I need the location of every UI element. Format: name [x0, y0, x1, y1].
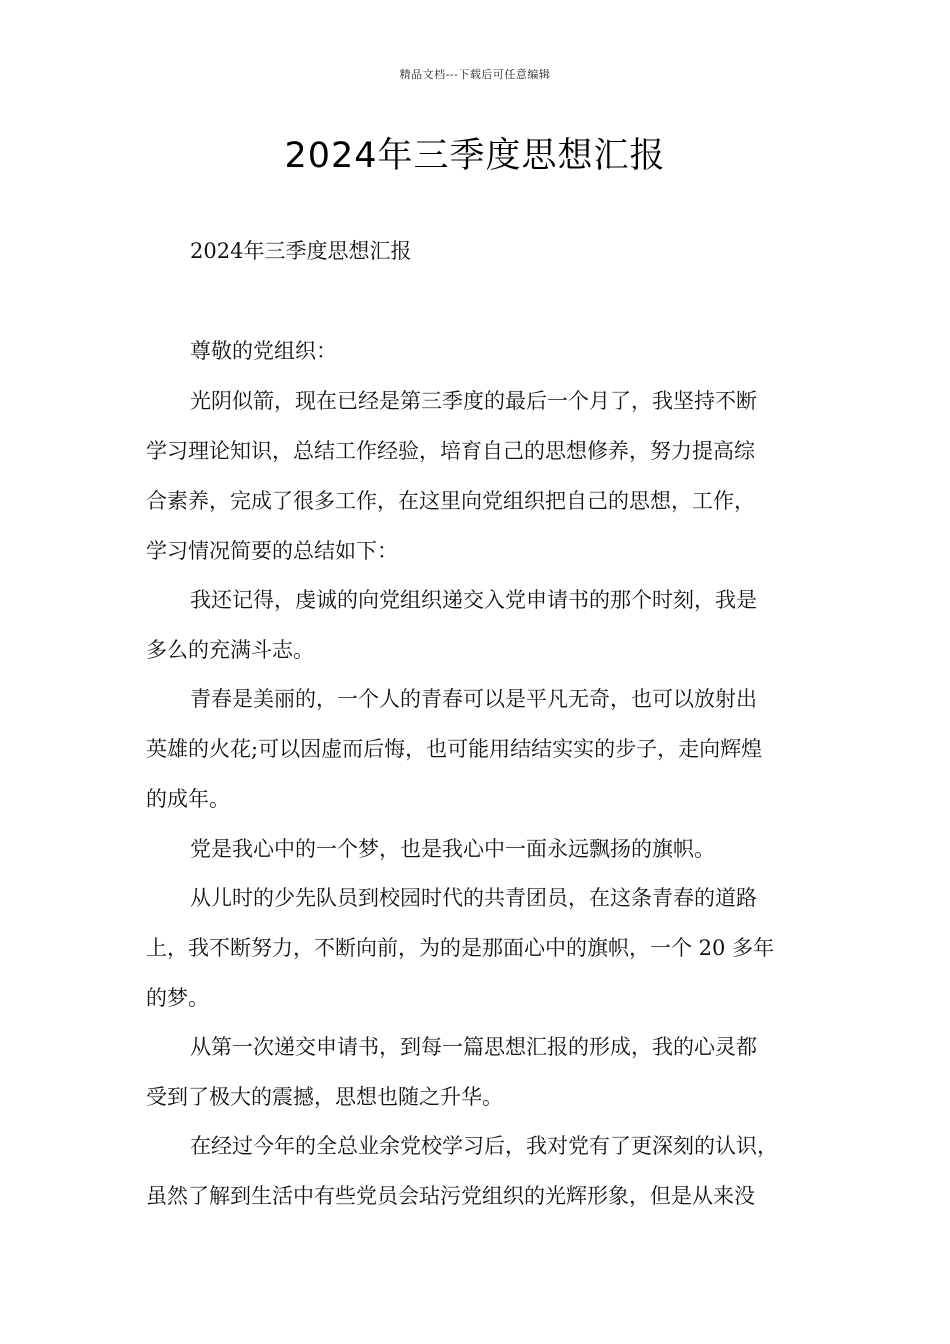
paragraph-line: 受到了极大的震撼，思想也随之升华。 — [146, 1085, 503, 1109]
paragraph-line: 上，我不断努力，不断向前，为的是那面心中的旗帜，一个 20 多年 — [146, 936, 775, 960]
paragraph-line: 虽然了解到生活中有些党员会玷污党组织的光辉形象，但是从来没 — [146, 1184, 755, 1208]
document-title: 2024年三季度思想汇报 — [284, 136, 666, 176]
body-subtitle: 2024年三季度思想汇报 — [190, 239, 412, 263]
paragraph-line: 的成年。 — [146, 787, 230, 811]
paragraph-line: 我还记得，虔诚的向党组织递交入党申请书的那个时刻，我是 — [190, 588, 757, 612]
paragraph-line: 从儿时的少先队员到校园时代的共青团员，在这条青春的道路 — [190, 886, 757, 910]
page-header: 精品文档---下载后可任意编辑 — [399, 68, 551, 81]
paragraph-line: 青春是美丽的，一个人的青春可以是平凡无奇，也可以放射出 — [190, 687, 757, 711]
salutation: 尊敬的党组织： — [190, 339, 337, 363]
paragraph-line: 党是我心中的一个梦，也是我心中一面永远飘扬的旗帜。 — [190, 837, 715, 861]
paragraph-line: 学习情况简要的总结如下： — [146, 539, 398, 563]
paragraph-line: 光阴似箭，现在已经是第三季度的最后一个月了，我坚持不断 — [190, 389, 757, 413]
paragraph-line: 的梦。 — [146, 986, 209, 1010]
paragraph-line: 多么的充满斗志。 — [146, 638, 314, 662]
paragraph-line: 在经过今年的全总业余党校学习后，我对党有了更深刻的认识， — [190, 1134, 778, 1158]
paragraph-line: 学习理论知识，总结工作经验，培育自己的思想修养，努力提高综 — [146, 439, 755, 463]
paragraph-line: 从第一次递交申请书，到每一篇思想汇报的形成，我的心灵都 — [190, 1035, 757, 1059]
paragraph-line: 英雄的火花;可以因虚而后悔，也可能用结结实实的步子，走向辉煌 — [146, 737, 763, 761]
paragraph-line: 合素养，完成了很多工作，在这里向党组织把自己的思想，工作， — [146, 489, 755, 513]
